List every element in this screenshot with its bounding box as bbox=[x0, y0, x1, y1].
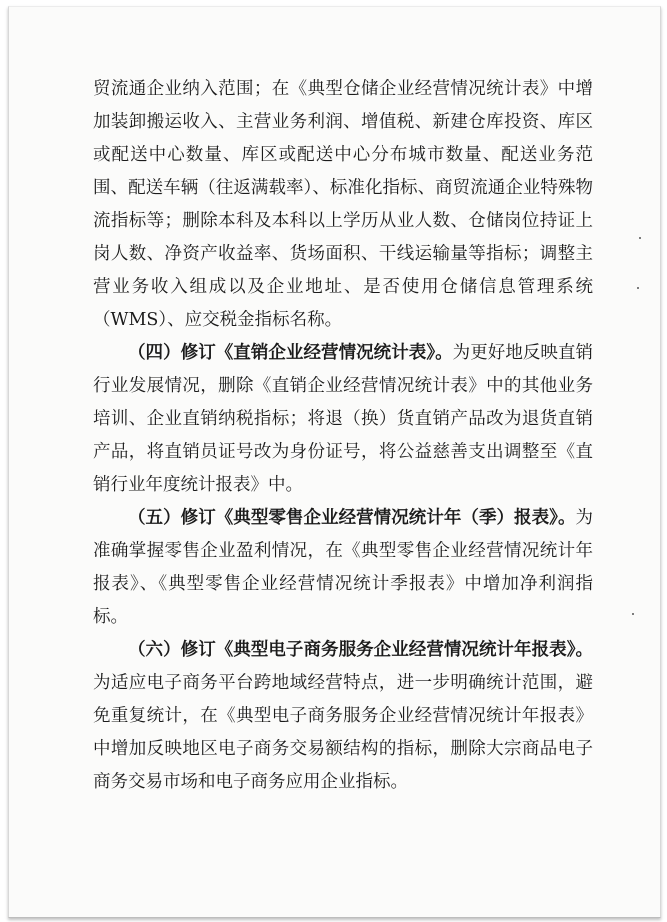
section-four-heading: （四）修订《直销企业经营情况统计表》。 bbox=[128, 343, 453, 363]
section-six-heading: （六）修订《典型电子商务服务企业经营情况统计年报表》。 bbox=[128, 640, 593, 660]
scan-speck bbox=[632, 613, 634, 615]
section-six-text: 为适应电子商务平台跨地域经营特点，进一步明确统计范围，避免重复统计，在《典型电子商务服务企业经营情况统计年报表》中增加反映地区电子商务交易额结构的指标，删除大宗商品电子商务交易市场和电子商务应用企业指标。 bbox=[93, 673, 593, 792]
section-six bbox=[93, 634, 593, 799]
intro-paragraph: 贸流通企业纳入范围；在《典型仓储企业经营情况统计表》中增加装卸搬运收入、主营业务利润、增值税、新建仓库投资、库区或配送中心数量、库区或配送中心分布城市数量、配送业务范围、配送车辆（往返满载率）、标准化指标、商贸流通企业特殊物流指标等；删除本科及本科以上学历从业人数、仓储岗位持证上岗人数、净资产收益率、货场面积、干线运输量等指标；调整主营业务收入组成以及企业地址、是否使用仓储信息管理系统（WMS）、应交税金指标名称。 bbox=[93, 79, 593, 330]
section-four bbox=[93, 337, 593, 502]
document-page bbox=[8, 6, 661, 918]
section-five bbox=[93, 502, 593, 634]
section-five-heading: （五）修订《典型零售企业经营情况统计年（季）报表》。 bbox=[128, 508, 576, 528]
scan-speck bbox=[639, 237, 641, 239]
section-five-text: 为准确掌握零售企业盈利情况，在《典型零售企业经营情况统计年报表》、《典型零售企业经营情况统计季报表》中增加净利润指标。 bbox=[93, 508, 593, 627]
scan-speck bbox=[637, 287, 639, 289]
section-four-text: 为更好地反映直销行业发展情况，删除《直销企业经营情况统计表》中的其他业务培训、企业直销纳税指标；将退（换）货直销产品改为退货直销产品，将直销员证号改为身份证号，将公益慈善支出调整至《直销行业年度统计报表》中。 bbox=[93, 343, 594, 495]
document-body bbox=[93, 73, 593, 799]
